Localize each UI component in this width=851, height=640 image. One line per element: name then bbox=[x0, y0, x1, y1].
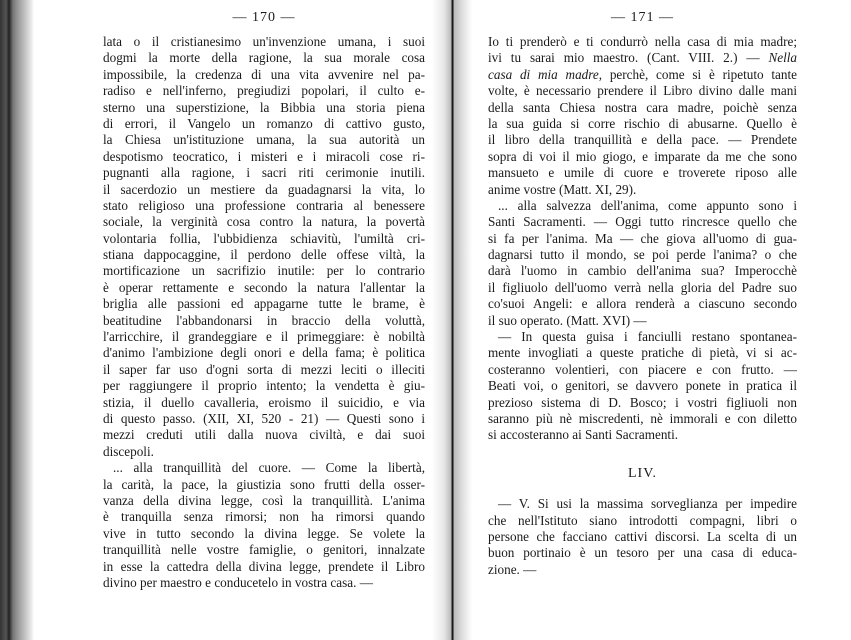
line-text: mezzi creduti utili dalla nuova civiltà, e dai suoi bbox=[103, 427, 425, 443]
page-171 bbox=[488, 0, 797, 640]
line-text: radiso e nell'inferno, pregiudizi popolari, il culto e- bbox=[103, 83, 425, 99]
line-text: in esse la cattedra della divina legge, prendete il Libro bbox=[103, 558, 425, 574]
line-text: volte, è necessario prendere il Libro divino dalle mani bbox=[488, 83, 797, 99]
text-line bbox=[103, 559, 425, 575]
text-line bbox=[488, 296, 797, 312]
text-line bbox=[103, 247, 425, 263]
line-text: Beati voi, o genitori, se davvero ponete in pratica il bbox=[488, 378, 797, 394]
text-line bbox=[488, 562, 797, 578]
text-line bbox=[103, 296, 425, 312]
text-line bbox=[488, 362, 797, 378]
text-line bbox=[488, 395, 797, 411]
text-line bbox=[103, 231, 425, 247]
line-text: persone che facciano cattivi discorsi. La scelta di un bbox=[488, 528, 797, 544]
line-text: si accosteranno ai Santi Sacramenti. bbox=[488, 427, 679, 443]
text-line bbox=[103, 411, 425, 427]
text-line bbox=[103, 395, 425, 411]
line-text: dagnarsi tutto il mondo, se poi perde l'anima? o che bbox=[488, 247, 797, 263]
text-line bbox=[103, 329, 425, 345]
line-text: co'suoi Angeli: e allora renderà a ciascuno secondo bbox=[488, 296, 797, 312]
text-line bbox=[103, 345, 425, 361]
text-line bbox=[103, 34, 425, 50]
line-text: impossibile, la credenza di una vita avvenire nel pa- bbox=[103, 66, 425, 82]
text-line bbox=[103, 427, 425, 443]
line-text: vanza della divina legge, così la tranquillità. L'anima bbox=[103, 492, 425, 508]
book-gutter bbox=[432, 0, 472, 640]
text-line bbox=[488, 329, 797, 345]
line-text: la Chiesa un'istituzione umana, la sua autorità un bbox=[103, 132, 425, 148]
text-line bbox=[103, 526, 425, 542]
text-line bbox=[488, 116, 797, 132]
text-line bbox=[103, 263, 425, 279]
text-line bbox=[488, 100, 797, 116]
line-text: si fa per l'anima. Ma — che giova all'uomo di gua- bbox=[488, 230, 797, 246]
text-line bbox=[488, 34, 797, 50]
text-line bbox=[488, 427, 797, 443]
text-line bbox=[103, 362, 425, 378]
line-text: la sua guida si corre rischio di abusarne. Quello è bbox=[488, 115, 797, 131]
line-text: prezioso sistema di D. Bosco; i vostri figliuoli non bbox=[488, 394, 797, 410]
text-line bbox=[103, 313, 425, 329]
line-text: il suo operato. (Matt. XVI) — bbox=[488, 312, 647, 328]
line-text: pugnanti alla ragione, i sacri riti cerimonie inutili. bbox=[103, 165, 425, 181]
text-line bbox=[103, 67, 425, 83]
line-text: che nell'Istituto siano introdotti compagni, libri o bbox=[488, 512, 797, 528]
page-number: — 170 — bbox=[232, 10, 296, 25]
line-text: la carità, la pace, la giustizia sono frutti della osser- bbox=[103, 476, 425, 492]
text-line bbox=[103, 575, 425, 591]
line-text: buon portinaio è un tesoro per una casa di educa- bbox=[488, 545, 797, 561]
text-block bbox=[488, 34, 797, 444]
line-text: il figliuolo dell'uomo verrà nella gloria del Padre suo bbox=[488, 279, 797, 295]
text-line bbox=[488, 411, 797, 427]
page-text bbox=[103, 34, 425, 591]
text-line bbox=[103, 198, 425, 214]
line-text: dogmi la morte della ragione, la sua morale cosa bbox=[103, 50, 425, 66]
line-text: despotismo teocratico, i misteri e i miracoli cose ri- bbox=[103, 148, 425, 164]
text-line bbox=[488, 83, 797, 99]
line-text: vive in tutto secondo la divina legge. Se volete la bbox=[103, 525, 425, 541]
line-text: mente invogliati a queste pratiche di pietà, vi si ac- bbox=[488, 345, 797, 361]
line-text: darà l'uomo in cambio dell'anima sua? Imperocchè bbox=[488, 263, 797, 279]
line-text: ... alla salvezza dell'anima, come appunto sono i bbox=[498, 197, 797, 213]
page-text bbox=[488, 34, 797, 578]
text-line bbox=[103, 493, 425, 509]
line-text: — V. Si usi la massima sorveglianza per impedire bbox=[498, 496, 797, 512]
line-text: Santi Sacramenti. — Oggi tutto rincresce quello che bbox=[488, 214, 797, 230]
text-line bbox=[488, 263, 797, 279]
text-line bbox=[103, 460, 425, 476]
text-line bbox=[103, 542, 425, 558]
line-text: della santa Chiesa nostra cara madre, poichè senza bbox=[488, 99, 797, 115]
text-line bbox=[488, 313, 797, 329]
line-text: il sacerdozio un mestiere da guadagnarsi la vita, lo bbox=[103, 181, 425, 197]
text-line bbox=[103, 182, 425, 198]
line-text: di questo passo. (XII, XI, 520 - 21) — Questi sono i bbox=[103, 410, 425, 426]
text-line bbox=[488, 545, 797, 561]
text-line bbox=[488, 149, 797, 165]
line-text: ... alla tranquillità del cuore. — Come la libertà, bbox=[113, 460, 425, 476]
text-line bbox=[103, 280, 425, 296]
text-line bbox=[488, 198, 797, 214]
text-line bbox=[103, 214, 425, 230]
text-line bbox=[488, 513, 797, 529]
line-text: stato religioso una professione contraria al benessere bbox=[103, 197, 425, 213]
text-line bbox=[103, 50, 425, 66]
line-text: il libro della tranquillità e della pace. — Prendete bbox=[488, 132, 797, 148]
line-text: divino per maestro e conducetelo in vostra casa. — bbox=[103, 574, 373, 590]
line-text: Io ti prenderò e ti condurrò nella casa di mia madre; bbox=[488, 34, 797, 49]
page-number: — 171 — bbox=[611, 10, 674, 25]
text-line bbox=[488, 378, 797, 394]
line-text: di errori, il Vangelo un romanzo di cattivo gusto, bbox=[103, 115, 425, 131]
line-text: mortificazione un sacrifizio inutile: per lo contrario bbox=[103, 263, 425, 279]
line-text: tranquillità nelle vostre famiglie, o genitori, innalzate bbox=[103, 542, 425, 558]
italic-text: casa di mia madre bbox=[488, 66, 599, 82]
line-text: volontaria follia, l'ubbidienza schiavitù, l'umiltà cri- bbox=[103, 230, 425, 246]
text-line bbox=[103, 477, 425, 493]
line-text: sterno una superstizione, la Bibbia una storia piena bbox=[103, 99, 425, 115]
line-text: discepoli. bbox=[103, 443, 154, 459]
line-text: briglia alle passioni ed appagarne tutte le brame, è bbox=[103, 296, 425, 312]
text-line bbox=[488, 214, 797, 230]
line-text: sopra di voi il mio giogo, e imparate da me che sono bbox=[488, 148, 797, 164]
text-line bbox=[103, 378, 425, 394]
text-line bbox=[488, 345, 797, 361]
section-heading: LIV. bbox=[627, 465, 658, 481]
text-line bbox=[103, 132, 425, 148]
text-line bbox=[488, 67, 797, 83]
text-line bbox=[488, 182, 797, 198]
text-line bbox=[488, 529, 797, 545]
line-text: l'arricchire, il grandeggiare e il primeggiare: è nobiltà bbox=[103, 329, 425, 345]
text-line bbox=[103, 444, 425, 460]
line-text: , perchè, come si è ripetuto tante bbox=[598, 66, 797, 82]
line-text: ivi tu sarai mio maestro. (Cant. VIII. 2.) — bbox=[488, 50, 760, 66]
section-text bbox=[488, 496, 797, 578]
line-text: — In questa guisa i fanciulli restano spontanea- bbox=[498, 329, 797, 345]
line-text: costeranno volentieri, con piacere e con frutto. — bbox=[488, 361, 797, 377]
page-170 bbox=[103, 0, 425, 640]
text-line bbox=[488, 247, 797, 263]
text-line bbox=[103, 83, 425, 99]
text-line bbox=[103, 116, 425, 132]
text-line bbox=[103, 165, 425, 181]
text-line bbox=[488, 280, 797, 296]
text-line bbox=[488, 165, 797, 181]
line-text: per raggiungere il proprio intento; la vendetta è giu- bbox=[103, 378, 425, 394]
line-text: è operar rettamente e secondo la natura l'allentar la bbox=[103, 279, 425, 295]
line-text: lata o il cristianesimo un'invenzione umana, i suoi bbox=[103, 34, 425, 49]
italic-text: Nella bbox=[768, 50, 798, 66]
line-text: mansueto e umile di cuore e troverete riposo alle bbox=[488, 165, 797, 181]
line-text: beatitudine l'abbandonarsi in braccio della voluttà, bbox=[103, 312, 425, 328]
book-edge-left bbox=[0, 0, 34, 640]
line-text: zione. — bbox=[488, 561, 537, 577]
text-line bbox=[488, 50, 797, 66]
text-line bbox=[488, 231, 797, 247]
text-line bbox=[103, 509, 425, 525]
line-text: d'animo l'ambizione degli onori e della fama; è politica bbox=[103, 345, 425, 361]
text-line bbox=[103, 100, 425, 116]
line-text: è tranquilla senza rimorsi; non ha rimorsi quando bbox=[103, 509, 425, 525]
line-text: il saper far uso d'ogni sorta di mezzi leciti o illeciti bbox=[103, 361, 425, 377]
line-text: stizia, il duello cavalleria, eroismo il suicidio, e via bbox=[103, 394, 425, 410]
line-text: sociale, la verginità cosa contro la natura, la povertà bbox=[103, 214, 425, 230]
line-text: stiana dappocaggine, il perdono delle offese viltà, la bbox=[103, 247, 425, 263]
line-text: anime vostre (Matt. XI, 29). bbox=[488, 181, 637, 197]
text-line bbox=[488, 132, 797, 148]
text-line bbox=[488, 496, 797, 512]
text-line bbox=[103, 149, 425, 165]
line-text: saranno più nè miscredenti, nè immorali e con diletto bbox=[488, 410, 797, 426]
